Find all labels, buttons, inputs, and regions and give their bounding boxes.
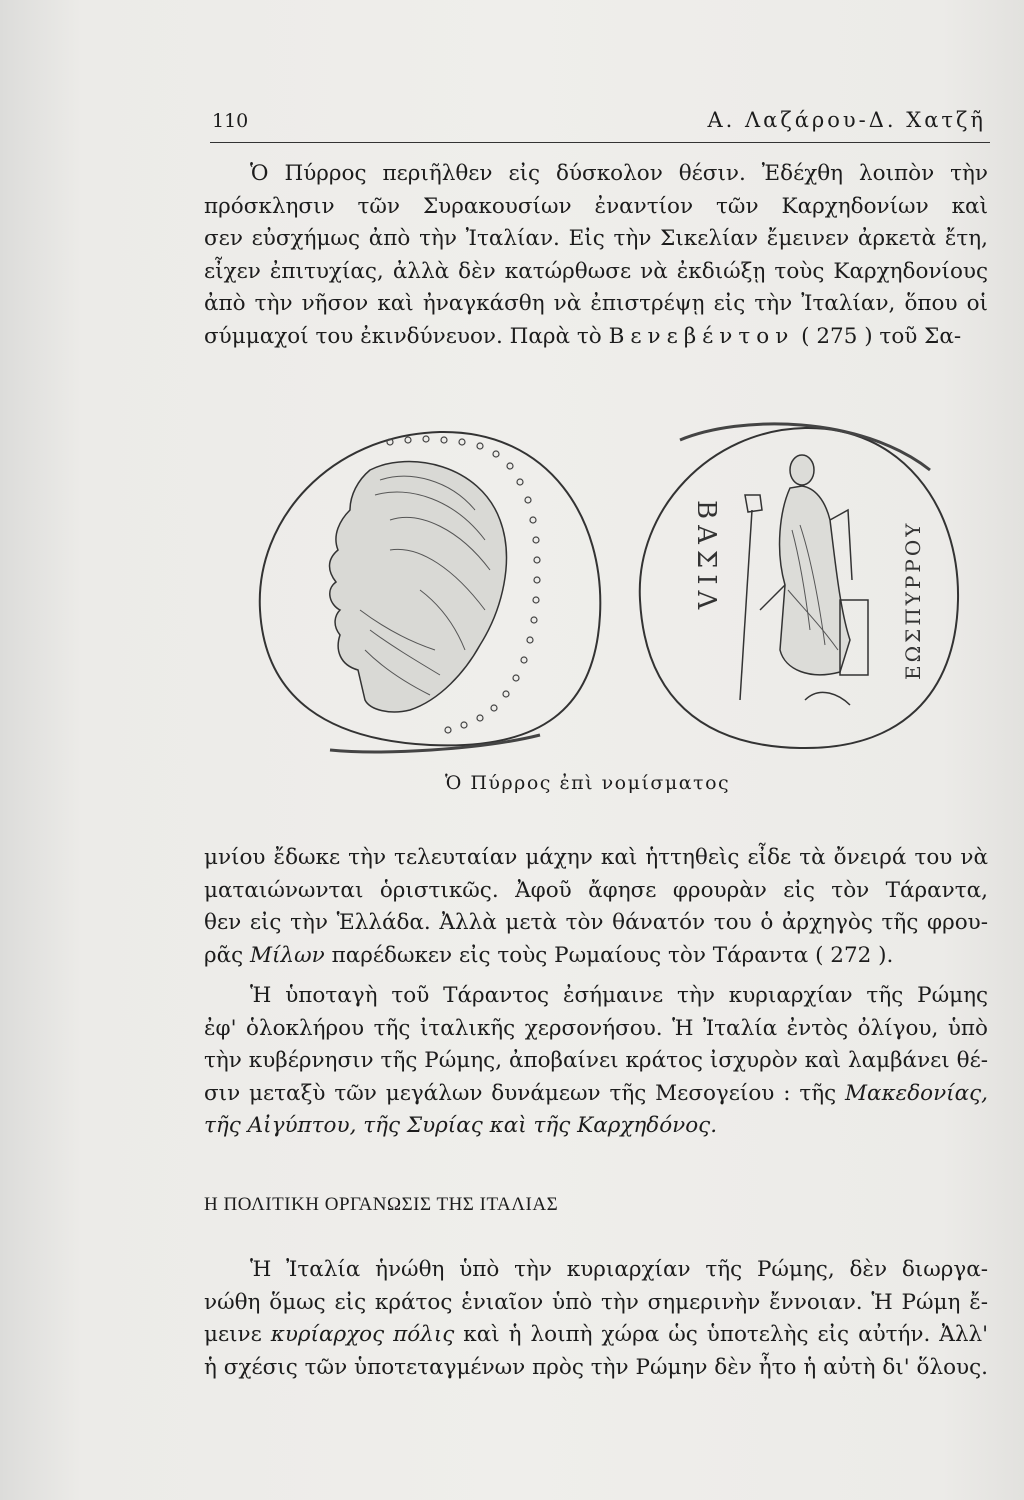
text-line: Ὁ Πύρρος περιῆλθεν εἰς δύσκολον θέσιν. Ἐδέχθη λοιπὸν τὴν <box>250 161 988 186</box>
text-line: μνίου ἔδωκε τὴν τελευταίαν μάχην καὶ ἡττηθεὶς εἶδε τὰ ὄνειρά του νὰ <box>204 845 988 870</box>
running-head: Α. Λαζάρου-Δ. Χατζῆ <box>707 108 986 132</box>
text-line: ματαιώνωνται ὁριστικῶς. Ἀφοῦ ἄφησε φρουρὰν εἰς τὸν Τάραντα, <box>204 877 988 903</box>
section-heading: Η ΠΟΛΙΤΙΚΗ ΟΡΓΑΝΩΣΙΣ ΤΗΣ ΙΤΑΛΙΑΣ <box>204 1194 559 1215</box>
text-line: σεν εὐσχήμως ἀπὸ τὴν Ἰταλίαν. Εἰς τὴν Σικελίαν ἔμεινεν ἀρκετὰ ἔτη, <box>204 226 988 252</box>
text-line: ἡ σχέσις τῶν ὑποτεταγμένων πρὸς τὴν Ρώμην δὲν ἦτο ἡ αὐτὴ δι' ὅλους. <box>204 1354 988 1380</box>
text-run: καὶ ἡ λοιπὴ χώρα ὡς ὑποτελὴς εἰς αὐτήν. Ἀλλ' <box>454 1322 988 1348</box>
text-line: πρόσκλησιν τῶν Συρακουσίων ἐναντίον τῶν Καρχηδονίων καὶ <box>204 193 988 219</box>
italic-run: τῆς Αἰγύπτου, τῆς Συρίας καὶ τῆς Καρχηδόνος. <box>204 1113 718 1139</box>
text-line <box>204 1110 988 1143</box>
coin-illustration <box>240 410 980 810</box>
text-run: μεινε <box>204 1322 271 1348</box>
text-line <box>204 1078 988 1111</box>
place-name-spaced: Βενεβέντον <box>608 323 795 349</box>
text-line: νώθη ὅμως εἰς κράτος ἑνιαῖον ὑπὸ τὴν σημερινὴν ἔννοιαν. Ἡ Ρώμη ἔ- <box>204 1289 988 1315</box>
text-run: ρᾶς <box>204 942 251 968</box>
coin-inscription-right: ΕΩΣΠΥΡΡΟΥ <box>901 520 925 680</box>
text-line <box>204 940 988 973</box>
text-line: ἀπὸ τὴν νῆσον καὶ ἠναγκάσθη νὰ ἐπιστρέψῃ εἰς τὴν Ἰταλίαν, ὅπου οἱ <box>204 291 988 317</box>
page-number: 110 <box>212 110 249 132</box>
paragraph-2 <box>204 842 988 972</box>
paragraph-4 <box>204 1254 988 1384</box>
paragraph-3 <box>204 980 988 1143</box>
coin-inscription-left: ΒΑΣΙΛ <box>691 500 721 616</box>
text-run: ( 275 ) τοῦ Σα- <box>794 323 962 349</box>
text-run: παρέδωκεν εἰς τοὺς Ρωμαίους τὸν Τάραντα ( 272 ). <box>324 942 894 968</box>
name-milon: Μίλων <box>250 942 325 968</box>
page-header <box>210 108 990 143</box>
text-line: Ἡ Ἰταλία ἡνώθη ὑπὸ τὴν κυριαρχίαν τῆς Ρώμης, δὲν διωργα- <box>250 1257 988 1282</box>
coin-reverse <box>640 424 958 748</box>
italic-run: Μακεδονίας, <box>845 1080 988 1106</box>
text-line <box>204 1319 988 1352</box>
text-line: τὴν κυβέρνησιν τῆς Ρώμης, ἀποβαίνει κράτος ἰσχυρὸν καὶ λαμβάνει θέ- <box>204 1048 988 1074</box>
text-run: σιν μεταξὺ τῶν μεγάλων δυνάμεων τῆς Μεσογείου : τῆς <box>204 1080 846 1106</box>
coin-obverse <box>260 432 601 752</box>
text-run: σύμμαχοί του ἐκινδύνευον. Παρὰ τὸ <box>204 323 609 349</box>
text-line: εἶχεν ἐπιτυχίας, ἀλλὰ δὲν κατώρθωσε νὰ ἐκδιώξῃ τοὺς Καρχηδονίους <box>204 258 988 284</box>
italic-run: κυρίαρχος πόλις <box>270 1322 455 1348</box>
text-line: θεν εἰς τὴν Ἑλλάδα. Ἀλλὰ μετὰ τὸν θάνατόν του ὁ ἀρχηγὸς τῆς φρου- <box>204 910 988 936</box>
text-line: Ἡ ὑποταγὴ τοῦ Τάραντος ἐσήμαινε τὴν κυριαρχίαν τῆς Ρώμης <box>250 983 988 1008</box>
text-line <box>204 321 988 354</box>
figure-caption: Ὁ Πύρρος ἐπὶ νομίσματος <box>445 772 731 794</box>
paragraph-1 <box>204 158 988 354</box>
text-line: ἐφ' ὁλοκλήρου τῆς ἰταλικῆς χερσονήσου. Ἡ Ἰταλία ἐντὸς ὀλίγου, ὑπὸ <box>204 1015 988 1041</box>
